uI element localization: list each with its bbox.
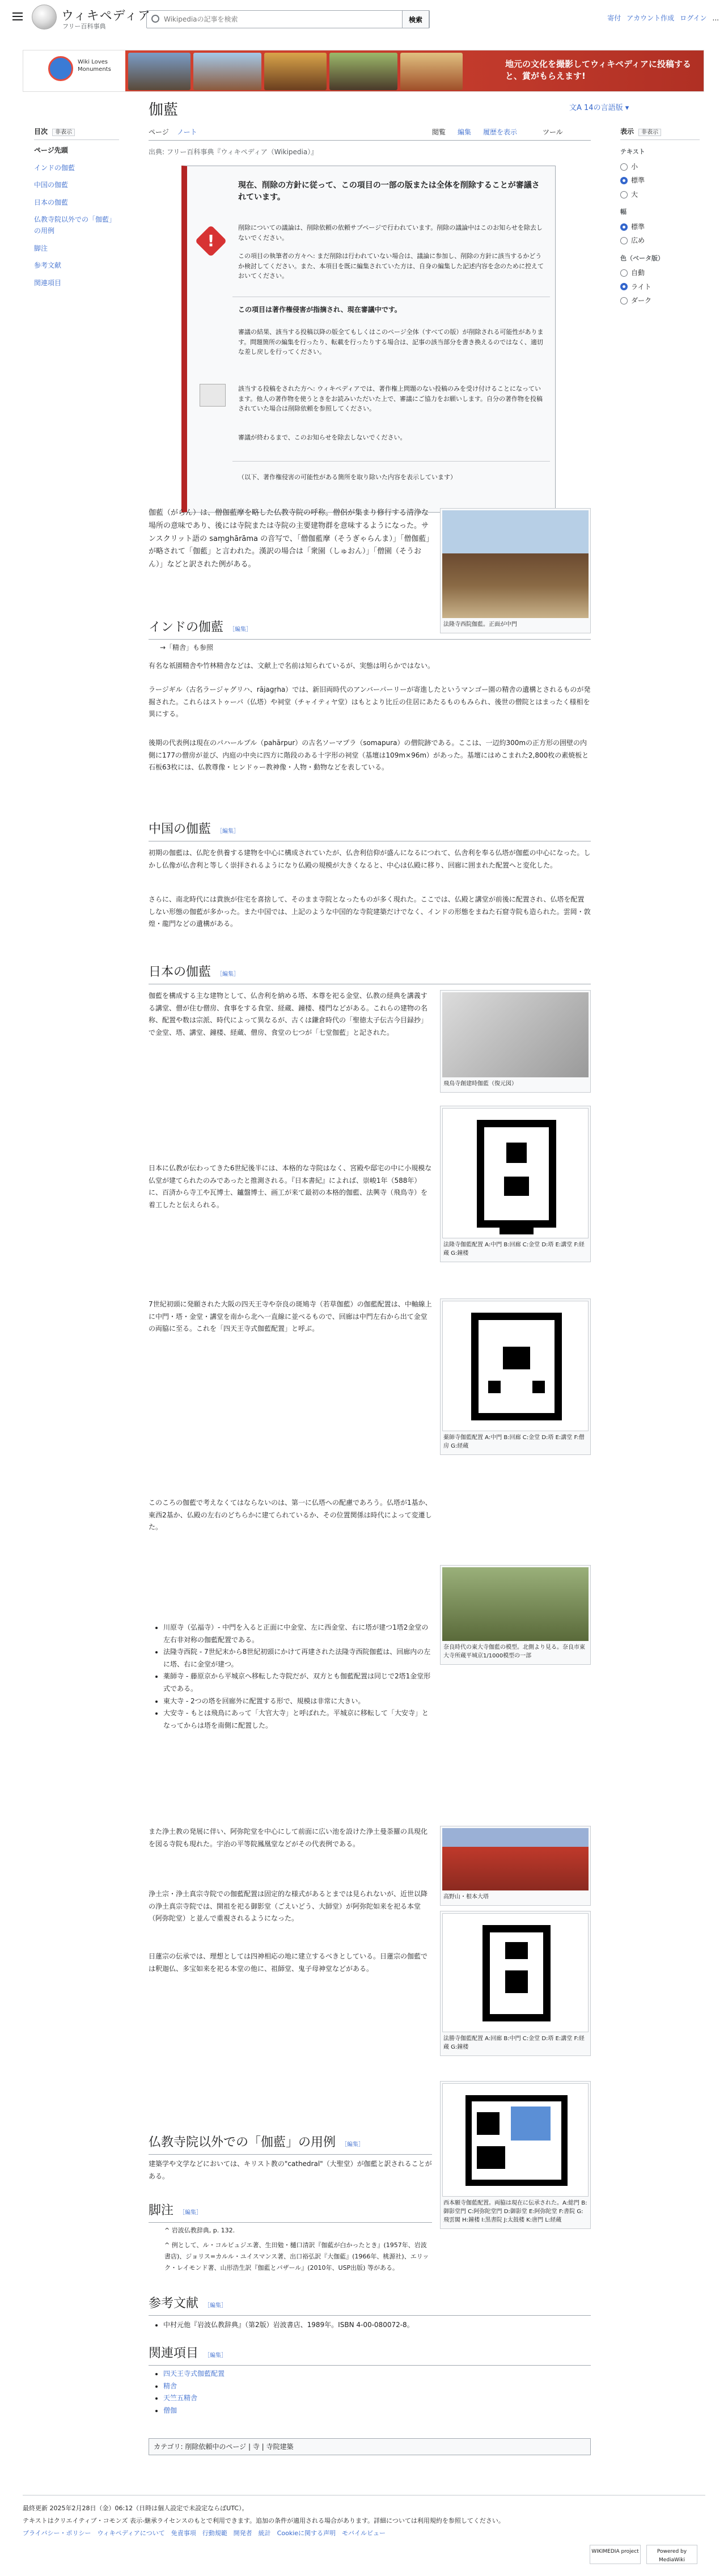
donate-link[interactable]: 寄付 bbox=[607, 14, 621, 22]
banner-logo-text: Wiki Loves Monuments bbox=[78, 59, 111, 73]
paragraph: また浄土教の発展に伴い、阿弥陀堂を中心にして前面に広い池を設けた浄土曼荼羅の具現化を図る寺院も現れた。宇治の平等院鳳凰堂などがその代表例である。 bbox=[149, 1828, 428, 1848]
edit-link[interactable]: ［編集］ bbox=[217, 828, 240, 835]
page-footer bbox=[23, 2495, 705, 2540]
list-item: 薬師寺 - 藤原京から平城京へ移転した寺院だが、双方とも伽藍配置は同じで2塔1金堂形式である。 bbox=[159, 1670, 431, 1695]
notice-text: 審議が終わるまで、このお知らせを除去しないでください。 bbox=[238, 434, 407, 441]
heading-text: 仏教寺院以外での「伽藍」の用例 bbox=[149, 2135, 336, 2150]
paragraph: さらに、南北時代には貴族が住宅を喜捨して、そのまま寺院となったものが多く現れた。ここでは、仏殿と講堂が前後に配置され、仏塔を配置しない形態の伽藍が多かった。また中国では、上記のような中国的な寺院建築だけでなく、インドの形態をまねた石窟寺院も造られた。雲岡・敦煌・龍門などの遺構がある。 bbox=[149, 895, 591, 928]
see-also: →「精舎」も参照 bbox=[160, 644, 214, 652]
paragraph: 後期の代表例は現在のパハールプル（pahārpur）の古名ソーマプラ（somapura）の僧院跡である。ここは、一辺約300mの正方形の囲壁の内側に177の僧房が並び、内庭の中央に四方に階段のある十字形の祠堂（基壇は109m×96m）があった。基壇にはめこまれた2,800枚の素焼板と石板63枚には、仏教尊像・ヒンドゥー教神像・人物・動物などを表している。 bbox=[149, 739, 589, 772]
color-label: 色（ベータ版） bbox=[620, 254, 664, 262]
banner-text: 地元の文化を撮影してウィキペディアに投稿すると、賞がもらえます! bbox=[505, 59, 691, 81]
paragraph: 7世紀初頭に発願された大阪の四天王寺や奈良の斑鳩寺（若草伽藍）の伽藍配置は、中軸線上に中門・塔・金堂・講堂を南から北へ一直線に並べるもので、回廊は中門左右から出て金堂の両脇に至る。これを「四天王寺式伽藍配置」と呼ぶ。 bbox=[149, 1300, 432, 1333]
toc-header bbox=[34, 126, 119, 140]
notice-title: この項目は著作権侵害が指摘され、現在審議中です。 bbox=[238, 306, 401, 314]
list-item: 東大寺 - 2つの塔を回廊外に配置する形で、規模は非常に大きい。 bbox=[159, 1695, 431, 1708]
copyright-icon bbox=[200, 384, 226, 407]
figure bbox=[440, 508, 591, 633]
login-link[interactable]: ログイン bbox=[680, 14, 707, 22]
radio-icon bbox=[620, 269, 628, 277]
tab-page[interactable]: ページ bbox=[149, 128, 169, 136]
footnote: ^ 例として、ル・コルビュジエ著、生田勉・樋口清訳『伽藍が白かったとき』(1957年、岩波書店)、ジョリス=カルル・ユイスマンス著、出口裕弘訳『大伽藍』(1966年、桃源社)、エリック・レイモンド著、山形浩生訳『伽藍とバザール』(2010年、USP出版) 等がある。 bbox=[164, 2241, 429, 2272]
section-heading bbox=[149, 2132, 432, 2155]
list-item[interactable]: 天竺五精舎 bbox=[159, 2392, 590, 2405]
width-option[interactable] bbox=[620, 235, 700, 246]
width-option[interactable] bbox=[620, 221, 700, 232]
category-bar[interactable]: カテゴリ: 削除依頼中のページ | 寺 | 寺院建築 bbox=[149, 2438, 591, 2455]
radio-icon bbox=[620, 297, 628, 304]
list-item[interactable]: 四天王寺式伽藍配置 bbox=[159, 2368, 590, 2380]
tab-history[interactable]: 履歴を表示 bbox=[483, 128, 518, 136]
color-option[interactable] bbox=[620, 281, 700, 293]
section-heading bbox=[149, 2200, 432, 2223]
figure bbox=[440, 1565, 591, 1665]
figure-caption: 高野山・根本大塔 bbox=[443, 1894, 489, 1900]
notice-title: 現在、削除の方針に従って、この項目の一部の版または全体を削除することが審議されています。 bbox=[238, 181, 540, 202]
color-option[interactable] bbox=[620, 295, 700, 306]
yakushiji-plan-diagram[interactable] bbox=[442, 1301, 589, 1431]
edit-link[interactable]: ［編集］ bbox=[229, 627, 252, 633]
toc-item[interactable]: インドの伽藍 bbox=[34, 163, 75, 172]
banner-photo bbox=[264, 53, 327, 90]
list-item: 法隆寺西院 - 7世紀末から8世紀初頭にかけて再建された法隆寺西院伽藍は、回廊内の左に塔、右に金堂が建つ。 bbox=[159, 1646, 431, 1670]
figure-caption: 奈良時代の東大寺伽藍の模型。北側より見る。奈良市東大寺所蔵平城京1/1000模型の一部 bbox=[443, 1644, 585, 1659]
toc-item[interactable]: 脚注 bbox=[34, 244, 48, 252]
edit-link[interactable]: ［編集］ bbox=[341, 2142, 365, 2148]
asuka-model-image[interactable] bbox=[442, 992, 589, 1077]
toc-item[interactable]: 関連項目 bbox=[34, 278, 62, 287]
search-box bbox=[146, 10, 430, 28]
section-heading bbox=[149, 2343, 591, 2366]
text-size-option[interactable] bbox=[620, 189, 700, 200]
paragraph: 伽藍を構成する主な建物として、仏舎利を納める塔、本尊を祀る金堂、仏教の経典を講義する講堂、僧が住む僧房、食事をする食堂、経蔵、鐘楼、楼門などがある。これらの建物の名称、配置や数は宗派、時代によって異なるが、古くは鎌倉時代の「聖徳太子伝古今目録抄」で金堂、塔、講堂、鐘楼、経蔵、僧房、食堂の七つが「七堂伽藍」と記された。 bbox=[149, 992, 428, 1037]
banner-photo bbox=[128, 53, 191, 90]
divider bbox=[232, 461, 550, 462]
tab-read[interactable]: 閲覧 bbox=[432, 128, 446, 136]
width-label: 幅 bbox=[620, 208, 627, 216]
related-list bbox=[159, 2368, 590, 2417]
todaiji-model-image[interactable] bbox=[442, 1567, 589, 1641]
language-icon: 文A bbox=[569, 104, 585, 112]
option-label: ダーク bbox=[631, 297, 652, 305]
radio-icon bbox=[620, 177, 628, 184]
site-header bbox=[0, 0, 728, 43]
figure bbox=[440, 1106, 591, 1262]
figure bbox=[440, 1826, 591, 1906]
language-label: 14の言語版 bbox=[584, 104, 623, 112]
toc-item[interactable]: ページ先頭 bbox=[34, 146, 68, 155]
list-item: 中村元他『岩波仏教辞典』（第2版）岩波書店、1989年。ISBN 4-00-080072-8。 bbox=[159, 2319, 590, 2332]
paragraph: 建築学や文学などにおいては、キリスト教の"cathedral"（大聖堂）が伽藍と訳されることがある。 bbox=[149, 2160, 432, 2180]
paragraph: ラージギル（古名ラージャグリハ、rājagṛha）では、新旧両時代のアンバーパーリーが寄進したというマンゴー園の精舎の遺構とされるものが発掘された。これらはストゥーパ（仏塔）や祠堂（チャイティヤ堂）はもとより比丘の住居にあたるものもみられ、後世の僧院とはまったく様相を異にする。 bbox=[149, 686, 591, 718]
figure bbox=[440, 2081, 591, 2229]
paragraph: 浄土宗・浄土真宗寺院での伽藍配置は固定的な様式があるとまでは見られないが、近世以降の浄土真宗寺院では、開祖を祀る御影堂（ごえいどう、大師堂）が阿弥陀如来を祀る本堂（阿弥陀堂）と並んで重視されるようになった。 bbox=[149, 1890, 428, 1923]
list-item[interactable]: 精舎 bbox=[159, 2380, 590, 2393]
search-icon bbox=[151, 15, 159, 23]
toc-item[interactable]: 中国の伽藍 bbox=[34, 181, 69, 189]
heading-text: インドの伽藍 bbox=[149, 620, 224, 635]
option-label: 標準 bbox=[631, 222, 645, 231]
list-item: 川原寺（弘福寺）- 中門を入ると正面に中金堂、左に西金堂、右に塔が建つ1塔2金堂の左右非対称の伽藍配置である。 bbox=[159, 1622, 431, 1646]
appearance-title: 表示 bbox=[620, 128, 634, 136]
heading-text: 日本の伽藍 bbox=[149, 965, 211, 979]
user-links bbox=[607, 12, 719, 24]
footer-links[interactable]: プライバシー・ポリシー ウィキペディアについて 免責事項 行動規範 開発者 統計 Cookieに関する声明 モバイルビュー bbox=[23, 2530, 386, 2537]
paragraph: このころの伽藍で考えなくてはならないのは、第一に仏塔への配慮であろう。仏塔が1基か、東西2基か、仏殿の左右のどちらかに建てられているか、その位置関係は時代によって変遷した。 bbox=[149, 1499, 432, 1532]
option-label: 広め bbox=[631, 236, 645, 245]
appearance-panel bbox=[620, 126, 700, 309]
text-size-option[interactable] bbox=[620, 161, 700, 172]
list-item[interactable]: 僧伽 bbox=[159, 2405, 590, 2417]
tab-edit[interactable]: 編集 bbox=[458, 128, 472, 136]
section-heading bbox=[149, 2293, 591, 2316]
paragraph: 日蓮宗の伝承では、理想としては四神相応の地に建立するべきとしている。日蓮宗の伽藍では釈迦仏、多宝如来を祀る本堂の他に、祖師堂、鬼子母神堂などがある。 bbox=[149, 1952, 428, 1973]
section-heading bbox=[149, 617, 591, 640]
last-modified: 最終更新 2025年2月28日（金）06:12（日時は個人設定で未設定ならばUTC）。 bbox=[23, 2505, 248, 2512]
edit-link[interactable]: ［編集］ bbox=[179, 2210, 202, 2216]
table-of-contents bbox=[34, 126, 119, 294]
intro-paragraph: 伽藍（がらん）は、僧伽藍摩を略した仏教寺院の呼称。僧侶が集まり修行する清浄な場所の意味であり、後には寺院または寺院の主要建物群を意味するようになった。サンスクリット語の saṃghārāma の音写で、「僧伽藍摩（そうぎゃらんま）」「僧伽藍」が略されて「伽藍」と言われた。漢訳の場合は「衆園（しゅおん）」「僧園（そうおん）」などと訳された例がある。 bbox=[149, 509, 430, 569]
radio-icon bbox=[620, 283, 628, 290]
temple-list bbox=[159, 1622, 431, 1732]
toc-title: 目次 bbox=[34, 128, 48, 136]
appearance-header bbox=[620, 126, 700, 140]
list-item: 大安寺 - もとは飛鳥にあって「大官大寺」と呼ばれた。平城京に移転して「大安寺」となってからは塔を南側に配置した。 bbox=[159, 1707, 431, 1732]
radio-icon bbox=[620, 237, 628, 244]
banner-photo bbox=[400, 53, 463, 90]
wikipedia-logo[interactable] bbox=[32, 5, 57, 29]
paragraph: 日本に仏教が伝わってきた6世紀後半には、本格的な寺院はなく、宮殿や邸宅の中に小規模な仏堂が建てられたのみであったと推測される。『日本書紀』によれば、崇峻1年（588年）に、百済から寺工や瓦博士、鑪盤博士、画工が来て最初の本格的伽藍、法興寺（飛鳥寺）を着工したと伝えられる。 bbox=[149, 1164, 432, 1209]
notice-text: 審議の結果、該当する投稿以降の版全てもしくはこのページ全体（すべての版）が削除される可能性があります。問題箇所の編集を行ったり、転載を行ったりする場合は、記事の該当部分を書き換えるのではなく、適切な差し戻しを行ってください。 bbox=[238, 328, 544, 356]
deletion-notice bbox=[181, 166, 556, 513]
heading-text: 関連項目 bbox=[149, 2346, 199, 2361]
notice-text: （以下、著作権侵害の可能性がある箇所を取り除いた内容を表示しています） bbox=[238, 473, 456, 481]
main-menu-icon[interactable] bbox=[12, 12, 23, 20]
section-heading bbox=[149, 962, 591, 984]
figure-caption: 法勝寺伽藍配置 A:回廊 B:中門 C:金堂 D:塔 E:講堂 F:経蔵 G:鐘楼 bbox=[443, 2036, 585, 2050]
page-tabs bbox=[149, 124, 591, 141]
more-menu-icon[interactable]: ... bbox=[712, 14, 719, 22]
edit-link[interactable]: ［編集］ bbox=[204, 2353, 227, 2359]
figure-caption: 法隆寺西院伽藍。正面が中門 bbox=[443, 621, 517, 628]
tab-tools[interactable]: ツール bbox=[543, 128, 563, 136]
text-size-label: テキスト bbox=[620, 148, 645, 156]
text-size-option[interactable] bbox=[620, 175, 700, 186]
paragraph: 有名な祇園精舎や竹林精舎などは、文献上で名前は知られているが、実態は明らかではない。 bbox=[149, 662, 435, 670]
figure-caption: 飛鳥寺創建時伽藍（復元図） bbox=[443, 1081, 517, 1087]
license-text: テキストはクリエイティブ・コモンズ 表示-継承ライセンスのもとで利用できます。追加の条件が適用される場合があります。詳細については利用規約を参照してください。 bbox=[23, 2517, 505, 2524]
notice-text: 該当する投稿をされた方へ: ウィキペディアでは、著作権上問題のない投稿のみを受け付けることになっています。他人の著作物を使うときをお読みいただいた上で、審議にご協力をお願いします。自分の著作物を投稿されていた場合は削除依頼を参照してください。 bbox=[238, 385, 543, 413]
page-title: 伽藍 bbox=[149, 101, 179, 119]
from-line: 出典: フリー百科事典『ウィキペディア（Wikipedia）』 bbox=[149, 148, 318, 156]
banner-photo bbox=[193, 53, 261, 90]
color-option[interactable] bbox=[620, 267, 700, 278]
edit-link[interactable]: ［編集］ bbox=[204, 2303, 227, 2309]
wikimedia-badge[interactable]: WIKIMEDIA project bbox=[590, 2545, 641, 2564]
wordmark[interactable]: ウィキペディア bbox=[61, 9, 151, 23]
language-button[interactable]: 文A 14の言語版 ▾ bbox=[569, 104, 629, 112]
figure bbox=[440, 990, 591, 1093]
appearance-hide-button[interactable]: 非表示 bbox=[638, 129, 661, 136]
paragraph: 初期の伽藍は、仏陀を供養する建物を中心に構成されていたが、仏舎利信仰が盛んになるにつれて、仏舎利を奉る仏塔が伽藍の中心になった。しかし仏像が仏舎利と等しく崇拝されるようになり仏殿の規模が大きくなると、中心は仏殿に移り、回廊に囲まれた配置へと変化した。 bbox=[149, 849, 591, 869]
wiki-loves-monuments-logo bbox=[48, 56, 73, 81]
hoshoji-plan-diagram[interactable] bbox=[442, 1913, 589, 2032]
search-button[interactable]: 検索 bbox=[402, 10, 429, 28]
reference-list bbox=[159, 2319, 590, 2332]
radio-icon bbox=[620, 163, 628, 171]
figure bbox=[440, 1911, 591, 2056]
option-label: 大 bbox=[631, 190, 638, 198]
heading-text: 参考文献 bbox=[149, 2296, 199, 2311]
toc-hide-button[interactable]: 非表示 bbox=[52, 129, 75, 136]
figure-caption: 西本願寺伽藍配置。両脇は現在に伝承された。A:総門 B:御影堂門 C:阿弥陀堂門 D:御影堂 E:阿弥陀堂 F:書院 G:飛雲閣 H:鐘楼 I:黒書院 J:太鼓楼 K:唐門 L:経蔵 bbox=[443, 2200, 587, 2223]
heading-text: 脚注 bbox=[149, 2203, 174, 2218]
section-heading bbox=[149, 819, 591, 841]
toc-item[interactable]: 仏教寺院以外での「伽藍」の用例 bbox=[34, 215, 116, 235]
edit-link[interactable]: ［編集］ bbox=[217, 971, 240, 978]
warning-icon: ! bbox=[195, 225, 227, 257]
option-label: ライト bbox=[631, 282, 651, 291]
radio-icon bbox=[620, 223, 628, 231]
figure-caption: 法隆寺伽藍配置 A:中門 B:回廊 C:金堂 D:塔 E:講堂 F:経蔵 G:鐘楼 bbox=[443, 1242, 585, 1257]
create-account-link[interactable]: アカウント作成 bbox=[627, 14, 675, 22]
konpon-daito-photo[interactable] bbox=[442, 1828, 589, 1890]
toc-item[interactable]: 日本の伽藍 bbox=[34, 198, 69, 206]
notice-text: 削除についての議論は、削除依頼の依頼サブページで行われています。削除の議論中はこのお知らせを除去しないでください。 bbox=[238, 224, 543, 242]
footnote: ^ 岩波仏教辞典, p. 132. bbox=[164, 2227, 235, 2234]
option-label: 小 bbox=[631, 163, 638, 171]
tagline: フリー百科事典 bbox=[62, 23, 106, 30]
figure-caption: 薬師寺伽藍配置 A:中門 B:回廊 C:金堂 D:塔 E:講堂 F:僧房 G:経蔵 bbox=[443, 1435, 585, 1449]
option-label: 標準 bbox=[631, 176, 645, 185]
nishihonganji-plan-diagram[interactable] bbox=[442, 2083, 589, 2197]
search-input[interactable] bbox=[164, 13, 379, 26]
horyuji-photo[interactable] bbox=[442, 510, 589, 618]
radio-icon bbox=[620, 191, 628, 198]
heading-text: 中国の伽藍 bbox=[149, 822, 211, 836]
banner-photo bbox=[329, 53, 397, 90]
notice-text: この項目の執筆者の方々へ: まだ削除は行われていない場合は、議論に参加し、削除の方針に該当するかどうか検討してください。また、本項目を既に編集されていた方は、自身の編集した記述内容を念のために控えておいてください。 bbox=[238, 252, 544, 280]
tab-talk[interactable]: ノート bbox=[177, 128, 197, 136]
option-label: 自動 bbox=[631, 269, 645, 277]
figure bbox=[440, 1298, 591, 1455]
toc-item[interactable]: 参考文献 bbox=[34, 261, 62, 270]
mediawiki-badge[interactable]: Powered by MediaWiki bbox=[646, 2545, 697, 2564]
shitennoji-plan-diagram[interactable] bbox=[442, 1108, 589, 1238]
campaign-banner[interactable] bbox=[23, 50, 704, 92]
